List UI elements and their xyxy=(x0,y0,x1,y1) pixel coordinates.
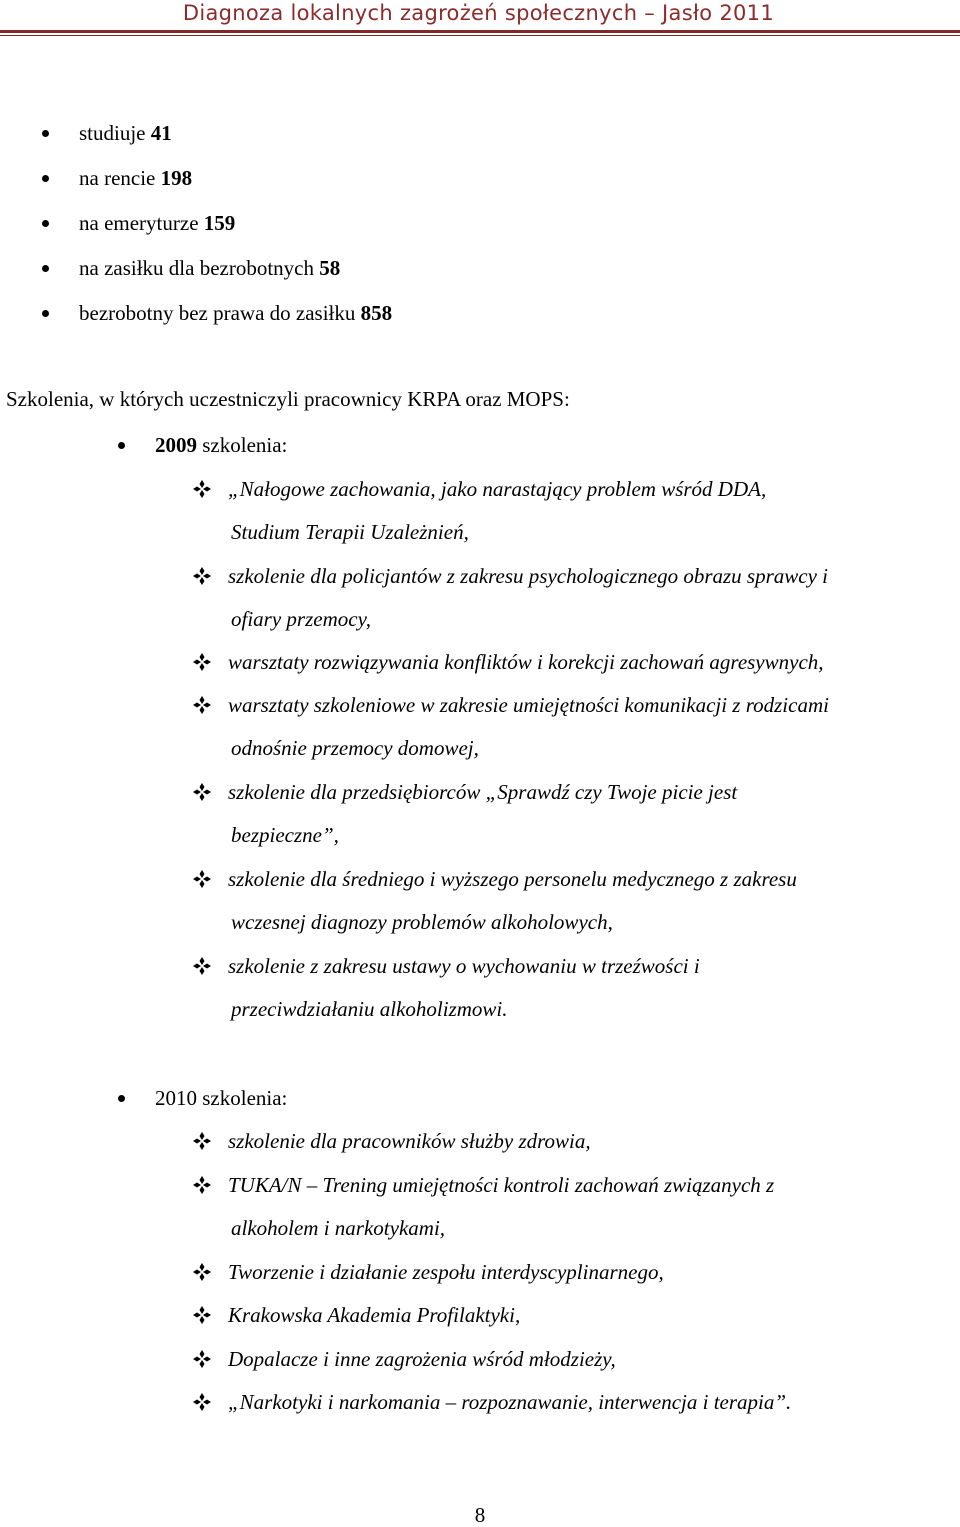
diamond-bullet-icon xyxy=(192,782,212,802)
bullet-icon xyxy=(42,310,49,317)
year-label: 2009 xyxy=(155,433,197,457)
training-line-continued: Studium Terapii Uzależnień, xyxy=(231,520,469,544)
diamond-bullet-icon xyxy=(192,956,212,976)
stat-value: 858 xyxy=(360,301,393,325)
stat-label: studiuje xyxy=(79,121,146,145)
training-line: „Nałogowe zachowania, jako narastający problem wśród DDA, xyxy=(228,477,767,501)
diamond-bullet-icon xyxy=(192,1305,212,1325)
stat-label: na emeryturze xyxy=(79,211,199,235)
stat-label: na rencie xyxy=(79,166,156,190)
training-line: szkolenie dla średniego i wyższego personelu medycznego z zakresu xyxy=(228,867,797,891)
stat-value: 159 xyxy=(203,211,236,235)
heading-label: szkolenia: xyxy=(202,1086,288,1110)
training-line-continued: przeciwdziałaniu alkoholizmowi. xyxy=(231,997,508,1021)
bullet-icon xyxy=(42,265,49,272)
training-line: Krakowska Akademia Profilaktyki, xyxy=(228,1303,521,1327)
header-rule-thin xyxy=(0,35,960,36)
diamond-bullet-icon xyxy=(192,1131,212,1151)
bullet-icon xyxy=(42,220,49,227)
diamond-bullet-icon xyxy=(192,652,212,672)
bullet-icon xyxy=(42,130,49,137)
training-line-continued: alkoholem i narkotykami, xyxy=(231,1216,446,1240)
diamond-bullet-icon xyxy=(192,695,212,715)
training-line: warsztaty rozwiązywania konfliktów i korekcji zachowań agresywnych, xyxy=(228,650,824,674)
stat-value: 41 xyxy=(150,121,172,145)
bullet-icon xyxy=(42,175,49,182)
heading-label: szkolenia: xyxy=(202,433,288,457)
stat-label: na zasiłku dla bezrobotnych xyxy=(79,256,314,280)
training-line: szkolenie dla policjantów z zakresu psychologicznego obrazu sprawcy i xyxy=(228,564,828,588)
running-header: Diagnoza lokalnych zagrożeń społecznych – Jasło 2011 xyxy=(182,1,774,25)
stat-label: bezrobotny bez prawa do zasiłku xyxy=(79,301,356,325)
training-line: szkolenie dla przedsiębiorców „Sprawdź czy Twoje picie jest xyxy=(228,780,738,804)
diamond-bullet-icon xyxy=(192,1349,212,1369)
bullet-icon xyxy=(118,442,125,449)
diamond-bullet-icon xyxy=(192,1262,212,1282)
stat-value: 198 xyxy=(160,166,193,190)
training-line-continued: wczesnej diagnozy problemów alkoholowych, xyxy=(231,910,613,934)
stat-value: 58 xyxy=(319,256,341,280)
training-line: warsztaty szkoleniowe w zakresie umiejętności komunikacji z rodzicami xyxy=(228,693,829,717)
year-label: 2010 xyxy=(155,1086,197,1110)
diamond-bullet-icon xyxy=(192,869,212,889)
training-line: „Narkotyki i narkomania – rozpoznawanie, interwencja i terapia”. xyxy=(228,1390,792,1414)
training-line: Dopalacze i inne zagrożenia wśród młodzieży, xyxy=(228,1347,616,1371)
intro-paragraph: Szkolenia, w których uczestniczyli pracownicy KRPA oraz MOPS: xyxy=(6,387,570,411)
page-number: 8 xyxy=(474,1503,486,1527)
training-line: szkolenie z zakresu ustawy o wychowaniu w trzeźwości i xyxy=(228,954,700,978)
diamond-bullet-icon xyxy=(192,1175,212,1195)
bullet-icon xyxy=(118,1095,125,1102)
diamond-bullet-icon xyxy=(192,566,212,586)
training-line-continued: bezpieczne”, xyxy=(231,823,339,847)
training-line-continued: odnośnie przemocy domowej, xyxy=(231,736,479,760)
training-line: Tworzenie i działanie zespołu interdyscyplinarnego, xyxy=(228,1260,664,1284)
training-line: szkolenie dla pracowników służby zdrowia, xyxy=(228,1129,591,1153)
diamond-bullet-icon xyxy=(192,479,212,499)
header-rule xyxy=(0,30,960,33)
training-line: TUKA/N – Trening umiejętności kontroli zachowań związanych z xyxy=(228,1173,775,1197)
diamond-bullet-icon xyxy=(192,1392,212,1412)
training-line-continued: ofiary przemocy, xyxy=(231,607,371,631)
